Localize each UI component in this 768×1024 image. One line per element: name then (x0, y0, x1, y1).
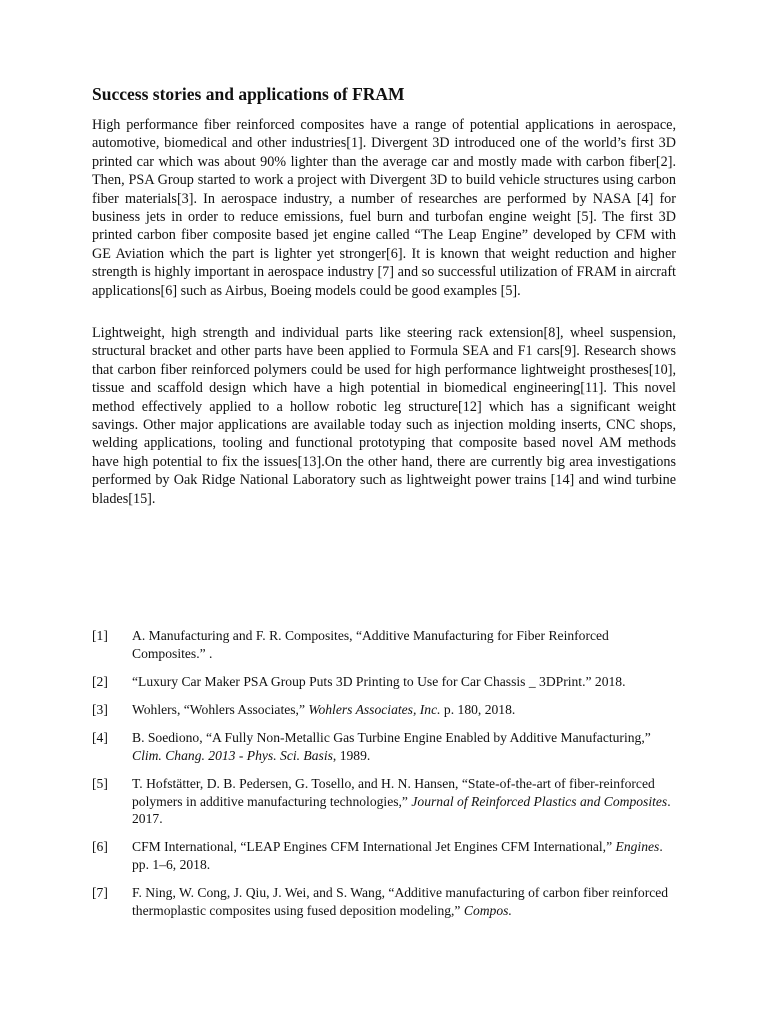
reference-text: A. Manufacturing and F. R. Composites, “Additive Manufacturing for Fiber Reinforced Composites.” . (132, 628, 609, 661)
reference-list (92, 627, 682, 930)
reference-number: [2] (92, 673, 108, 689)
reference-text: “Luxury Car Maker PSA Group Puts 3D Printing to Use for Car Chassis _ 3DPrint.” 2018. (132, 673, 626, 689)
reference-item (92, 838, 682, 873)
reference-number: [3] (92, 701, 108, 717)
reference-number: [4] (92, 730, 108, 746)
reference-item (92, 775, 682, 828)
reference-text: F. Ning, W. Cong, J. Qiu, J. Wei, and S. Wang, “Additive manufacturing of carbon fiber reinforced thermoplastic composites using fused deposition modeling,” Compos. (132, 885, 669, 918)
reference-text: CFM International, “LEAP Engines CFM International Jet Engines CFM International,” Engines. pp. 1–6, 2018. (132, 839, 663, 872)
body-paragraph-1: High performance fiber reinforced composites have a range of potential applications in aerospace, automotive, biomedical and other industries[1]. Divergent 3D introduced one of the world’s first 3D printed car which was about 90% lighter than the average car and mostly made with carbon fiber[2]. Then, PSA Group started to work a project with Divergent 3D to build vehicle structures using carbon fiber materials[3]. In aerospace industry, a number of researches are performed by NASA [4] for business jets in order to reduce emissions, fuel burn and turbofan engine weight [5]. The first 3D printed carbon fiber composite based jet engine called “The Leap Engine” developed by CFM with GE Aviation which the part is lighter yet stronger[6]. It is known that weight reduction and higher strength is highly important in aerospace industry [7] and so successful utilization of FRAM in aircraft applications[6] such as Airbus, Boeing models could be good examples [5]. (92, 117, 676, 299)
reference-item (92, 729, 682, 764)
reference-item (92, 884, 682, 919)
reference-number: [5] (92, 775, 108, 791)
section-title: Success stories and applications of FRAM (92, 84, 405, 104)
reference-item (92, 673, 682, 691)
reference-number: [7] (92, 885, 108, 901)
reference-item (92, 701, 682, 719)
reference-item (92, 627, 682, 662)
reference-number: [6] (92, 839, 108, 855)
reference-text: B. Soediono, “A Fully Non-Metallic Gas Turbine Engine Enabled by Additive Manufacturing,” Clim. Chang. 2013 - Phys. Sci. Basis, 1989. (132, 730, 651, 763)
body-paragraph-2: Lightweight, high strength and individual parts like steering rack extension[8], wheel suspension, structural bracket and other parts have been applied to Formula SEA and F1 cars[9]. Research shows that carbon fiber reinforced polymers could be used for high performance lightweight prostheses[10], tissue and scaffold design which have a high potential in biomedical engineering[11]. This novel method effectively applied to a hollow robotic leg structure[12] which has a significant weight savings. Other major applications are available today such as injection molding inserts, CNC shops, welding applications, tooling and functional prototyping that composite based novel AM methods have high potential to fix the issues[13].On the other hand, there are currently big area investigations performed by Oak Ridge National Laboratory such as lightweight power trains [14] and wind turbine blades[15]. (92, 325, 676, 507)
reference-text: Wohlers, “Wohlers Associates,” Wohlers Associates, Inc. p. 180, 2018. (132, 701, 516, 717)
reference-number: [1] (92, 628, 108, 643)
reference-text: T. Hofstätter, D. B. Pedersen, G. Tosello, and H. N. Hansen, “State-of-the-art of fiber-reinforced polymers in additive manufacturing technologies,” Journal of Reinforced Plastics and Composites. 2017. (132, 775, 671, 827)
